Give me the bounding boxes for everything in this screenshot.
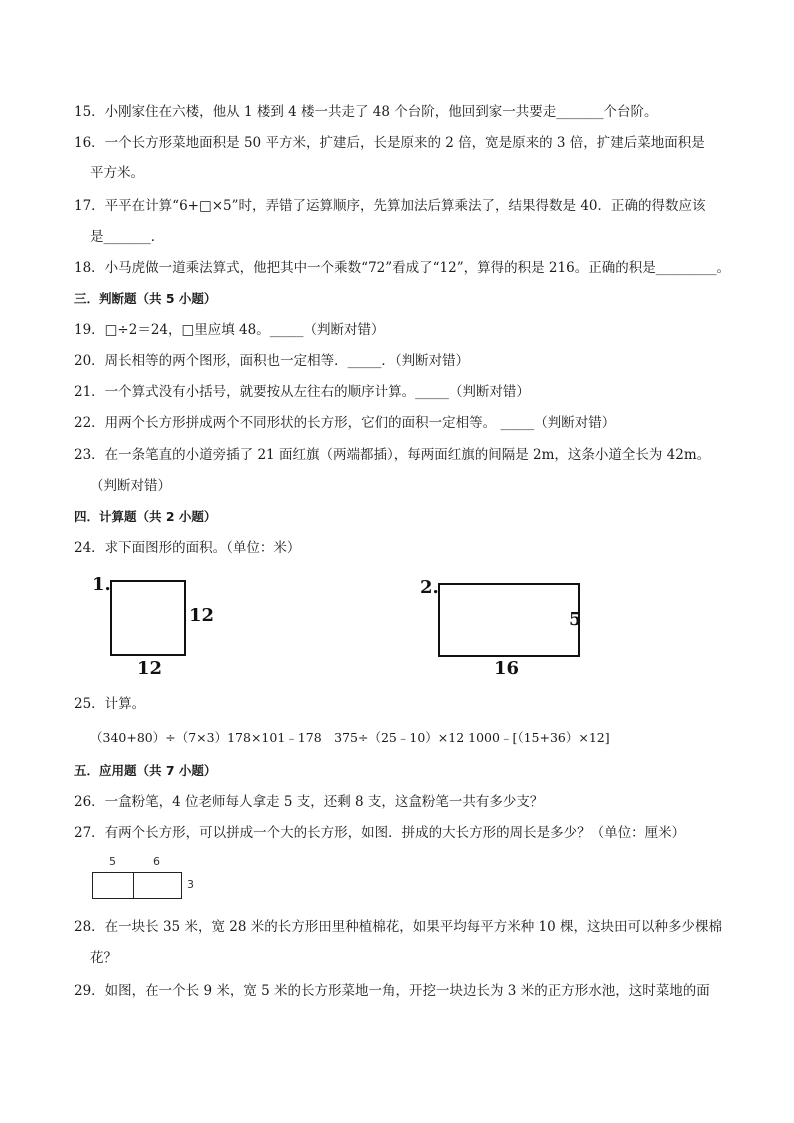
question-23-cont: （判断对错） — [90, 478, 171, 494]
figure-2-number: 2. — [420, 577, 439, 598]
section-title-application: 五．应用题（共 7 小题） — [74, 763, 217, 778]
question-25-expressions: （340+80）÷（7×3）178×101﹣178 375÷（25﹣10）×12 1000﹣[（15+36）×12] — [90, 730, 610, 745]
question-22: 22．用两个长方形拼成两个不同形状的长方形，它们的面积一定相等。 _____（判断对错） — [74, 415, 616, 431]
figure-1-number: 1. — [92, 574, 111, 595]
question-17-cont: 是_______． — [90, 229, 165, 245]
square-shape — [110, 580, 186, 656]
question-19: 19．□÷2＝24，□里应填 48。_____（判断对错） — [74, 322, 385, 338]
figure-2-bottom-label: 16 — [494, 658, 520, 679]
figure-1-side-label: 12 — [189, 605, 215, 626]
question-26: 26．一盒粉笔，4 位老师每人拿走 5 支，还剩 8 支，这盒粉笔一共有多少支？ — [74, 794, 544, 810]
rectangle-shape — [438, 583, 580, 657]
section-title-judgement: 三．判断题（共 5 小题） — [74, 291, 217, 306]
question-27: 27．有两个长方形，可以拼成一个大的长方形，如图．拼成的大长方形的周长是多少？（单位：厘米） — [74, 825, 686, 841]
question-28: 28．在一块长 35 米，宽 28 米的长方形田里种植棉花，如果平均每平方米种 10 棵，这块田可以种多少棵棉 — [74, 919, 722, 935]
question-25: 25．计算。 — [74, 696, 146, 712]
section-title-calculation: 四．计算题（共 2 小题） — [74, 509, 217, 524]
figure-square-1 — [88, 572, 228, 682]
figure-2-side-label: 5 — [569, 609, 582, 630]
question-16: 16．一个长方形菜地面积是 50 平方米，扩建后，长是原来的 2 倍，宽是原来的 3 倍，扩建后菜地面积是 — [74, 135, 705, 151]
question-24: 24．求下面图形的面积。（单位：米） — [74, 540, 301, 556]
figure-3-left-top-label: 5 — [109, 855, 116, 868]
question-18: 18．小马虎做一道乘法算式，他把其中一个乘数“72”看成了“12”，算得的积是 216。正确的积是_________。 — [74, 260, 730, 276]
figure-3-right-top-label: 6 — [153, 855, 160, 868]
left-rectangle — [92, 872, 134, 899]
question-20: 20．周长相等的两个图形，面积也一定相等．_____．（判断对错） — [74, 353, 470, 369]
question-23: 23．在一条笔直的小道旁插了 21 面红旗（两端都插），每两面红旗的间隔是 2m，这条小道全长为 42m。 — [74, 447, 711, 463]
question-29: 29．如图，在一个长 9 米，宽 5 米的长方形菜地一角，开挖一块边长为 3 米的正方形水池，这时菜地的面 — [74, 983, 710, 999]
question-16-cont: 平方米。 — [90, 165, 144, 181]
figure-3-side-label: 3 — [187, 878, 194, 891]
question-15: 15．小刚家住在六楼，他从 1 楼到 4 楼一共走了 48 个台阶，他回到家一共要走_______个台阶。 — [74, 104, 658, 120]
right-rectangle — [133, 872, 182, 899]
figure-two-rectangles — [92, 854, 202, 904]
figure-1-bottom-label: 12 — [137, 658, 163, 679]
question-28-cont: 花？ — [90, 950, 117, 966]
figure-rectangle-2 — [418, 575, 588, 685]
question-17: 17．平平在计算“6+□×5”时，弄错了运算顺序，先算加法后算乘法了，结果得数是 40．正确的得数应该 — [74, 198, 706, 214]
question-21: 21．一个算式没有小括号，就要按从左往右的顺序计算。_____（判断对错） — [74, 384, 530, 400]
